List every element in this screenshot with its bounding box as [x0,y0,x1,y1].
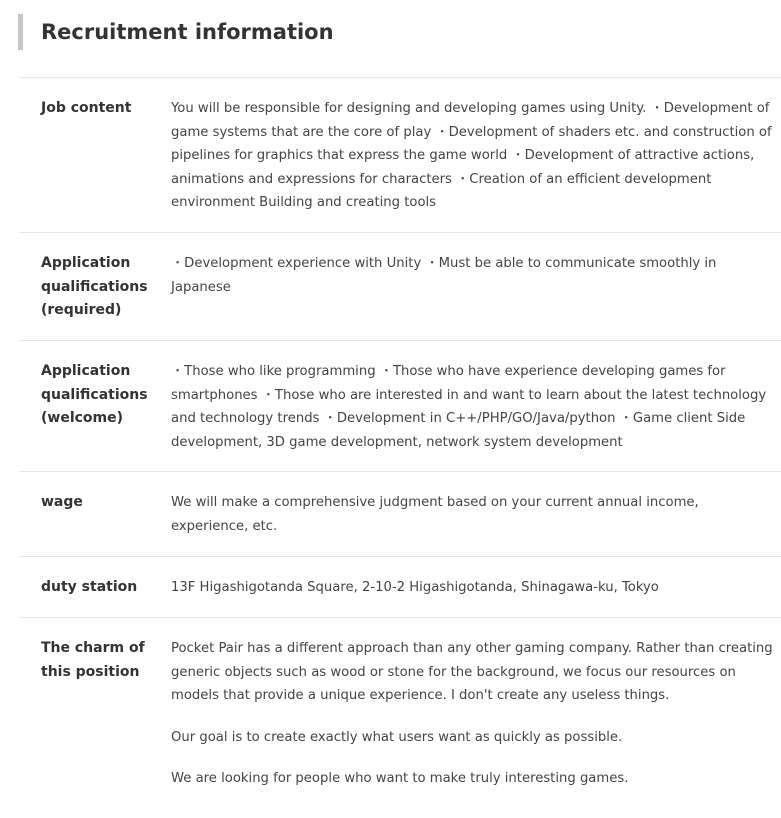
row-label: Application qualifications (required) [41,255,148,318]
row-paragraph: Pocket Pair has a different approach than any other gaming company. Rather than creating generic objects such as wood or stone for the background, we focus our resources on models that provide a unique experience. I don't create any useless things. [171,641,773,703]
row-paragraph: 13F Higashigotanda Square, 2-10-2 Higashigotanda, Shinagawa-ku, Tokyo [171,580,659,595]
row-paragraph: Our goal is to create exactly what users want as quickly as possible. [171,729,623,745]
row-content [171,78,781,232]
info-row-qualifications-required [19,233,781,341]
info-row-duty-station [19,557,781,618]
row-paragraph: We will make a comprehensive judgment based on your current annual income, experience, etc. [171,495,699,534]
row-content [171,472,781,556]
row-content [171,341,781,471]
row-label: The charm of this position [41,640,145,680]
row-paragraph: We are looking for people who want to make truly interesting games. [171,771,629,786]
row-content [171,618,781,818]
row-paragraph: ・Development experience with Unity ・Must be able to communicate smoothly in Japanese [171,256,717,295]
row-label: Application qualifications (welcome) [41,363,148,426]
row-label: duty station [41,579,138,595]
recruitment-info-table [19,77,781,818]
section-heading [18,14,334,50]
row-label: Job content [41,100,132,116]
info-row-charm [19,618,781,818]
row-paragraph: ・Those who like programming ・Those who have experience developing games for smartphones ・Those who are interested in and want to learn about the latest technology and technology trends ・Development in C++/PHP/GO/Java/python ・Game client Side development, 3D game development, network system development [171,364,767,450]
row-content [171,233,781,340]
row-content [171,557,781,617]
info-row-wage [19,472,781,557]
row-paragraph: You will be responsible for designing and developing games using Unity. ・Development of game systems that are the core of play ・Development of shaders etc. and construction of pipelines for graphics that express the game world ・Development of attractive actions, animations and expressions for characters ・Creation of an efficient development environment Building and creating tools [171,101,772,210]
info-row-job-content [19,78,781,233]
page-title: Recruitment information [41,20,334,44]
info-row-qualifications-welcome [19,341,781,472]
row-label: wage [41,494,83,510]
